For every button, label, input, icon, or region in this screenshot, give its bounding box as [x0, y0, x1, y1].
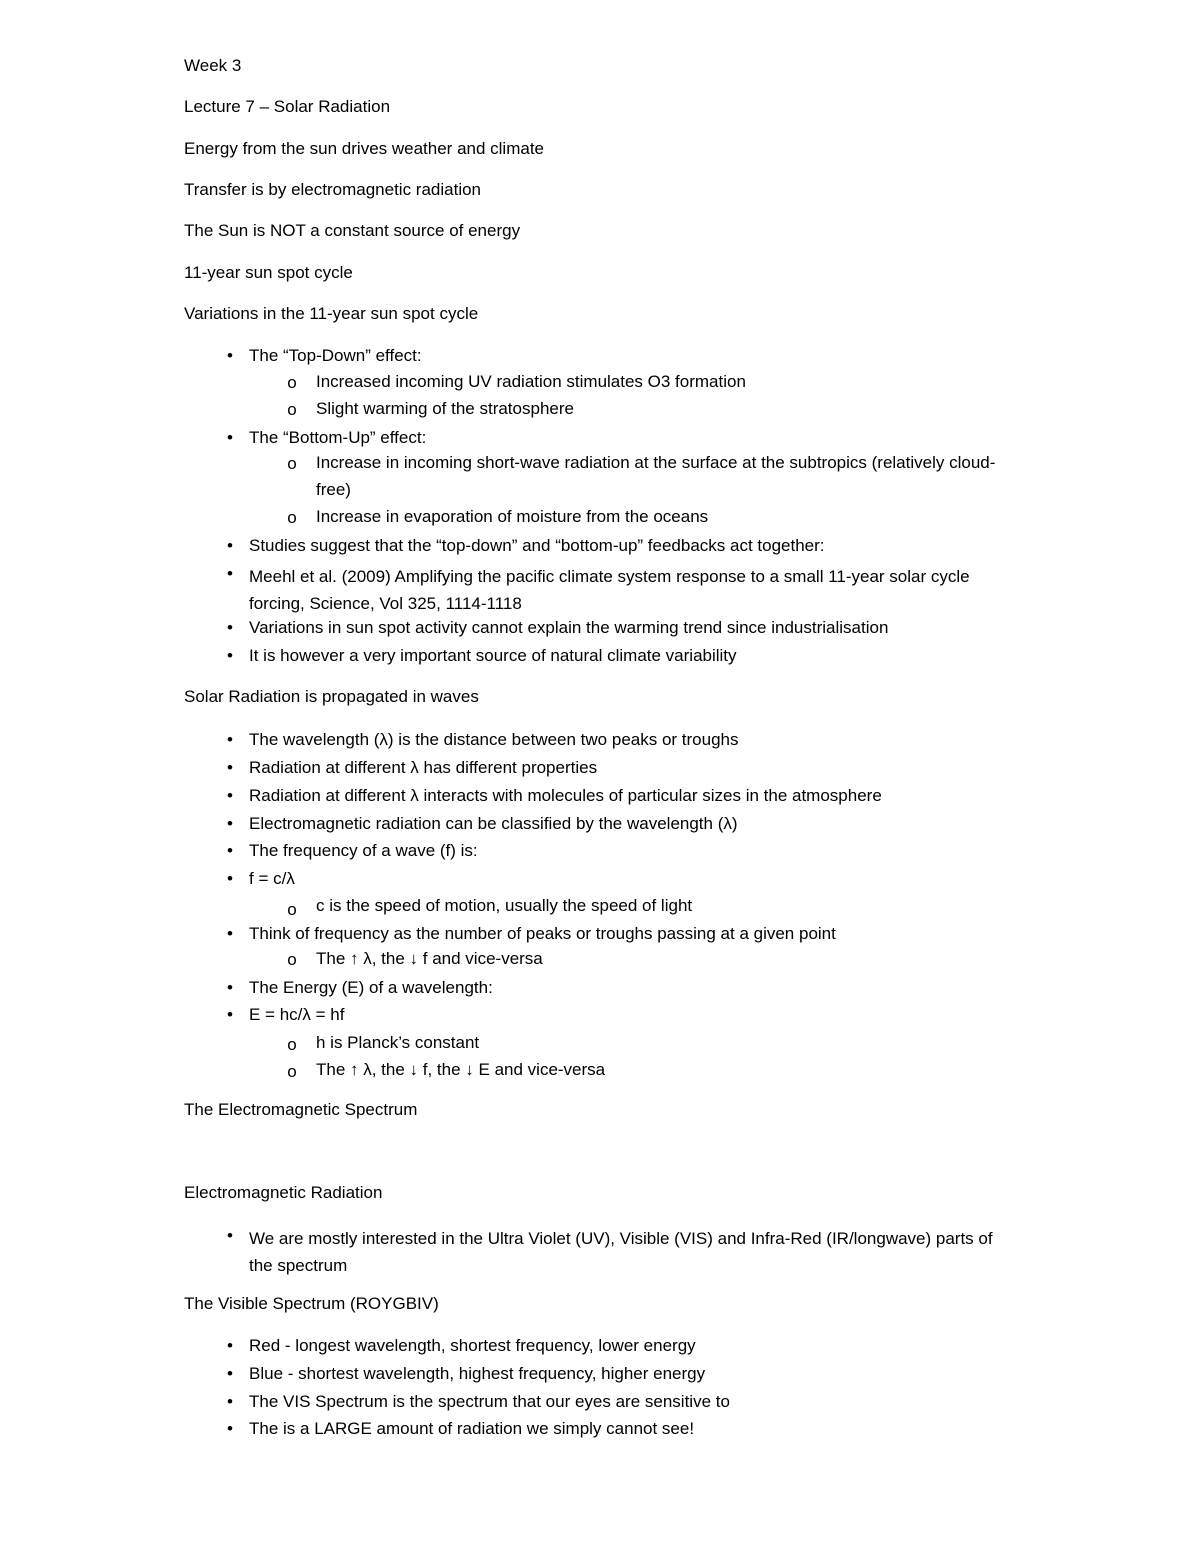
- list-item: The “Bottom-Up” effect:: [249, 428, 427, 447]
- sub-list-item: Slight warming of the stratosphere: [316, 399, 574, 418]
- list-item: We are mostly interested in the Ultra Violet (UV), Visible (VIS) and Infra-Red (IR/longwave) parts of the spectrum: [249, 1229, 993, 1275]
- list-item: The is a LARGE amount of radiation we simply cannot see!: [249, 1419, 695, 1438]
- bullet-marker: •: [227, 1392, 233, 1411]
- list-item: It is however a very important source of natural climate variability: [249, 646, 737, 665]
- list-item: Electromagnetic radiation can be classified by the wavelength (λ): [249, 814, 738, 833]
- list-item: Meehl et al. (2009) Amplifying the pacific climate system response to a small 11-year solar cycle forcing, Science, Vol 325, 1114-1118: [249, 567, 970, 613]
- bullet-marker: •: [227, 1005, 233, 1024]
- list-item: f = c/λ: [249, 869, 295, 888]
- sub-list-item: The ↑ λ, the ↓ f, the ↓ E and vice-versa: [316, 1060, 606, 1079]
- bullet-marker: •: [227, 786, 233, 805]
- sub-list-item: The ↑ λ, the ↓ f and vice-versa: [316, 949, 543, 968]
- list-item: E = hc/λ = hf: [249, 1005, 345, 1024]
- sub-list-item: Increase in evaporation of moisture from the oceans: [316, 507, 709, 526]
- bullet-marker: •: [227, 428, 233, 447]
- bullet-marker: •: [227, 869, 233, 888]
- intro-line: 11-year sun spot cycle: [184, 263, 353, 282]
- sub-bullet-marker: o: [287, 900, 297, 919]
- intro-line: Variations in the 11-year sun spot cycle: [184, 304, 479, 323]
- sub-bullet-marker: o: [287, 1062, 297, 1081]
- week-heading: Week 3: [184, 56, 242, 75]
- sub-bullet-marker: o: [287, 508, 297, 527]
- lecture-title: Lecture 7 – Solar Radiation: [184, 97, 391, 116]
- list-item: Studies suggest that the “top-down” and “bottom-up” feedbacks act together:: [249, 536, 825, 555]
- bullet-marker: •: [227, 1336, 233, 1355]
- bullet-marker: •: [227, 618, 233, 637]
- sub-bullet-marker: o: [287, 373, 297, 392]
- bullet-marker: •: [227, 536, 233, 555]
- bullet-marker: •: [227, 564, 233, 583]
- intro-line: The Sun is NOT a constant source of energy: [184, 221, 521, 240]
- bullet-marker: •: [227, 758, 233, 777]
- sub-list-item: Increase in incoming short-wave radiation at the surface at the subtropics (relatively cloud-free): [316, 453, 996, 499]
- list-item: The VIS Spectrum is the spectrum that our eyes are sensitive to: [249, 1392, 730, 1411]
- list-item: The frequency of a wave (f) is:: [249, 841, 478, 860]
- list-item: The “Top-Down” effect:: [249, 346, 422, 365]
- list-item: The Energy (E) of a wavelength:: [249, 978, 493, 997]
- bullet-marker: •: [227, 978, 233, 997]
- section-heading: The Electromagnetic Spectrum: [184, 1100, 418, 1119]
- sub-list-item: Increased incoming UV radiation stimulates O3 formation: [316, 372, 746, 391]
- sub-bullet-marker: o: [287, 950, 297, 969]
- list-item: Think of frequency as the number of peaks or troughs passing at a given point: [249, 924, 836, 943]
- bullet-marker: •: [227, 841, 233, 860]
- bullet-marker: •: [227, 814, 233, 833]
- section-heading: Electromagnetic Radiation: [184, 1183, 383, 1202]
- list-item: Radiation at different λ interacts with molecules of particular sizes in the atmosphere: [249, 786, 882, 805]
- sub-bullet-marker: o: [287, 400, 297, 419]
- bullet-marker: •: [227, 1419, 233, 1438]
- bullet-marker: •: [227, 646, 233, 665]
- list-item: Blue - shortest wavelength, highest frequency, higher energy: [249, 1364, 706, 1383]
- sub-list-item: h is Planck’s constant: [316, 1033, 480, 1052]
- bullet-marker: •: [227, 1226, 233, 1245]
- sub-bullet-marker: o: [287, 1035, 297, 1054]
- bullet-marker: •: [227, 924, 233, 943]
- section-heading: The Visible Spectrum (ROYGBIV): [184, 1294, 439, 1313]
- sub-bullet-marker: o: [287, 454, 297, 473]
- list-item: Radiation at different λ has different properties: [249, 758, 598, 777]
- bullet-marker: •: [227, 730, 233, 749]
- sub-list-item: c is the speed of motion, usually the speed of light: [316, 896, 693, 915]
- intro-line: Transfer is by electromagnetic radiation: [184, 180, 482, 199]
- list-item: Red - longest wavelength, shortest frequency, lower energy: [249, 1336, 696, 1355]
- bullet-marker: •: [227, 346, 233, 365]
- section-heading: Solar Radiation is propagated in waves: [184, 687, 479, 706]
- list-item: Variations in sun spot activity cannot explain the warming trend since industrialisation: [249, 618, 889, 637]
- bullet-marker: •: [227, 1364, 233, 1383]
- list-item: The wavelength (λ) is the distance between two peaks or troughs: [249, 730, 739, 749]
- intro-line: Energy from the sun drives weather and climate: [184, 139, 545, 158]
